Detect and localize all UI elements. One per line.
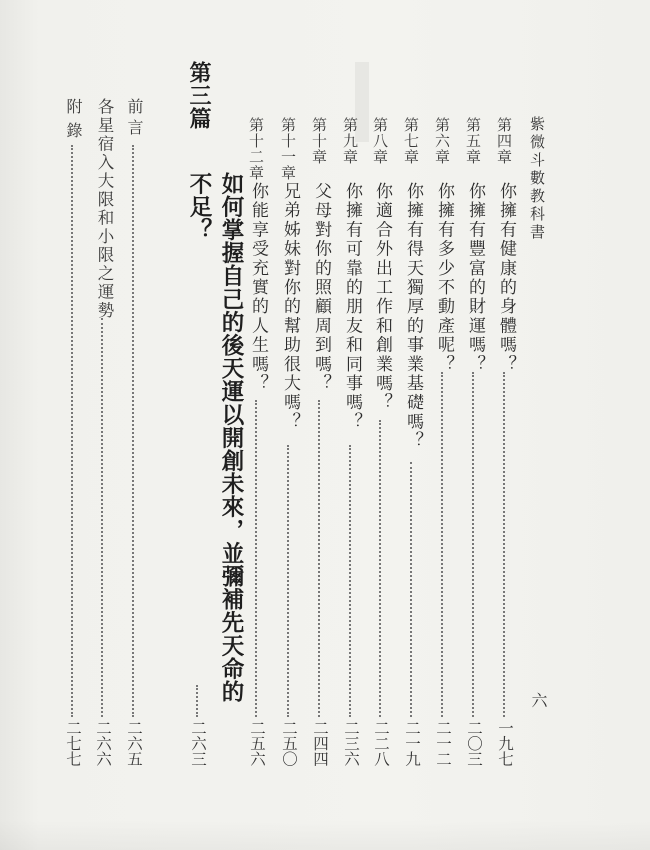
page-number: 二六三 xyxy=(189,720,207,767)
chapter-label: 第十二章 xyxy=(247,117,265,181)
leader-dots xyxy=(101,318,105,717)
chapter-title: 你能享受充實的人生嗎？ xyxy=(248,182,268,394)
chapter-label: 第七章 xyxy=(402,117,420,165)
chapter-title: 你擁有得天獨厚的事業基礎嗎？ xyxy=(403,182,423,451)
chapter-title: 兄弟姊妹對你的幫助很大嗎？ xyxy=(280,182,300,432)
chapter-title: 你擁有多少不動產呢？ xyxy=(434,182,454,374)
extra-label: 前言 xyxy=(125,98,144,140)
part-label: 第三篇 xyxy=(186,61,211,130)
leader-dots xyxy=(441,372,445,717)
leader-dots xyxy=(379,420,383,717)
extra-label: 附錄 xyxy=(64,98,83,146)
page-number: 二一九 xyxy=(403,720,421,767)
page-number: 二六五 xyxy=(125,720,143,767)
page-number: 二一二 xyxy=(434,720,452,767)
running-head: 紫微斗數教科書 xyxy=(528,116,546,242)
page-number: 二六六 xyxy=(94,720,112,767)
page-number: 二五六 xyxy=(248,720,266,767)
chapter-label: 第十一章 xyxy=(279,117,297,181)
chapter-title: 你擁有可靠的朋友和同事嗎？ xyxy=(342,182,362,432)
leader-dots xyxy=(503,372,507,717)
page-number: 二二八 xyxy=(372,720,390,767)
part-title: 如何掌握自己的後天運以開創未來，並彌補先天命的不足？ xyxy=(186,172,244,704)
chapter-title: 你適合外出工作和創業嗎？ xyxy=(372,182,392,413)
page-folio: 六 xyxy=(529,692,548,708)
leader-dots xyxy=(349,445,353,717)
chapter-label: 第八章 xyxy=(371,117,389,165)
page-number: 二七七 xyxy=(64,720,82,767)
leader-dots xyxy=(287,445,291,717)
page-number: 二〇三 xyxy=(465,720,483,767)
leader-dots xyxy=(196,685,200,717)
leader-dots xyxy=(255,400,259,717)
chapter-title: 父母對你的照顧周到嗎？ xyxy=(311,182,331,394)
page-number: 二三六 xyxy=(342,720,360,767)
chapter-label: 第四章 xyxy=(495,117,513,165)
leader-dots xyxy=(410,462,414,717)
leader-dots xyxy=(472,372,476,717)
page-number: 二五〇 xyxy=(280,720,298,767)
page-shadow xyxy=(0,820,650,850)
leader-dots xyxy=(132,145,136,717)
extra-label: 各星宿入大限和小限之運勢 xyxy=(95,98,114,320)
chapter-label: 第六章 xyxy=(433,117,451,165)
chapter-label: 第十章 xyxy=(310,117,328,165)
page-number: 二四四 xyxy=(311,720,329,767)
chapter-title: 你擁有豐富的財運嗎？ xyxy=(465,182,485,374)
chapter-title: 你擁有健康的身體嗎？ xyxy=(496,182,516,374)
chapter-label: 第九章 xyxy=(341,117,359,165)
leader-dots xyxy=(71,145,75,717)
page-number: 一九七 xyxy=(496,720,514,767)
leader-dots xyxy=(318,400,322,717)
chapter-label: 第五章 xyxy=(464,117,482,165)
